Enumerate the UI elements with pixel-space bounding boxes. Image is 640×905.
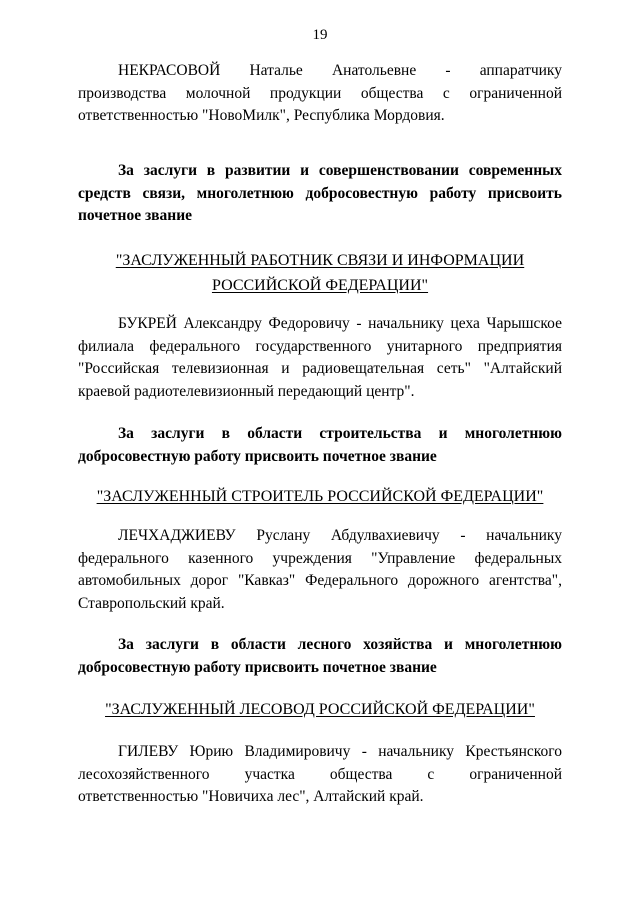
- award-line: ГИЛЕВУ Юрию Владимировичу - начальнику Крестьянского: [118, 743, 562, 760]
- honorary-title-forestry: [78, 697, 562, 722]
- award-line: БУКРЕЙ Александру Федоровичу - начальнику цеха Чарышское: [118, 315, 562, 332]
- award-paragraph-nekrasova: [78, 60, 562, 128]
- award-line: ЛЕЧХАДЖИЕВУ Руслану Абдулвахиевичу - начальнику: [118, 527, 562, 544]
- merit-line: почетное звание: [78, 207, 193, 225]
- award-line: ответственностью "НовоМилк", Республика Мордовия.: [78, 107, 445, 125]
- merit-line: добросовестную работу присвоить почетное звание: [78, 447, 437, 465]
- merit-line: добросовестную работу присвоить почетное звание: [78, 658, 437, 676]
- title-line: "ЗАСЛУЖЕННЫЙ ЛЕСОВОД РОССИЙСКОЙ ФЕДЕРАЦИИ": [105, 701, 535, 718]
- award-line: лесохозяйственного участка общества с ограниченной: [78, 765, 562, 783]
- award-line: "Российская телевизионная и радиовещательная сеть" "Алтайский: [78, 360, 562, 378]
- award-line: Ставропольский край.: [78, 595, 225, 613]
- title-line: "ЗАСЛУЖЕННЫЙ СТРОИТЕЛЬ РОССИЙСКОЙ ФЕДЕРАЦИИ": [96, 488, 544, 505]
- title-line: "ЗАСЛУЖЕННЫЙ РАБОТНИК СВЯЗИ И ИНФОРМАЦИИ: [115, 252, 525, 269]
- award-paragraph-lechkhadzhiev: [78, 525, 562, 616]
- award-line: краевой радиотелевизионный передающий центр".: [78, 383, 415, 401]
- award-line: автомобильных дорог "Кавказ" Федерального дорожного агентства",: [78, 572, 562, 590]
- merit-statement-forestry: [78, 634, 562, 679]
- title-line: РОССИЙСКОЙ ФЕДЕРАЦИИ": [211, 277, 429, 294]
- honorary-title-construction: [78, 484, 562, 509]
- award-line: НЕКРАСОВОЙ Наталье Анатольевне - аппаратчику: [118, 62, 562, 79]
- merit-line: За заслуги в развитии и совершенствовании современных: [118, 162, 562, 179]
- honorary-title-communications: [78, 248, 562, 298]
- award-line: ответственностью "Новичиха лес", Алтайский край.: [78, 788, 424, 806]
- merit-line: За заслуги в области строительства и многолетнюю: [118, 425, 562, 442]
- award-paragraph-bukrey: [78, 313, 562, 404]
- award-line: производства молочной продукции общества с ограниченной: [78, 84, 562, 102]
- award-line: филиала федерального государственного унитарного предприятия: [78, 337, 562, 355]
- merit-statement-construction: [78, 423, 562, 468]
- merit-line: За заслуги в области лесного хозяйства и многолетнюю: [118, 636, 562, 653]
- award-line: федерального казенного учреждения "Управление федеральных: [78, 549, 562, 567]
- merit-statement-communications: [78, 160, 562, 228]
- merit-line: средств связи, многолетнюю добросовестную работу присвоить: [78, 184, 562, 202]
- page-number: 19: [312, 27, 328, 43]
- award-paragraph-gilev: [78, 741, 562, 809]
